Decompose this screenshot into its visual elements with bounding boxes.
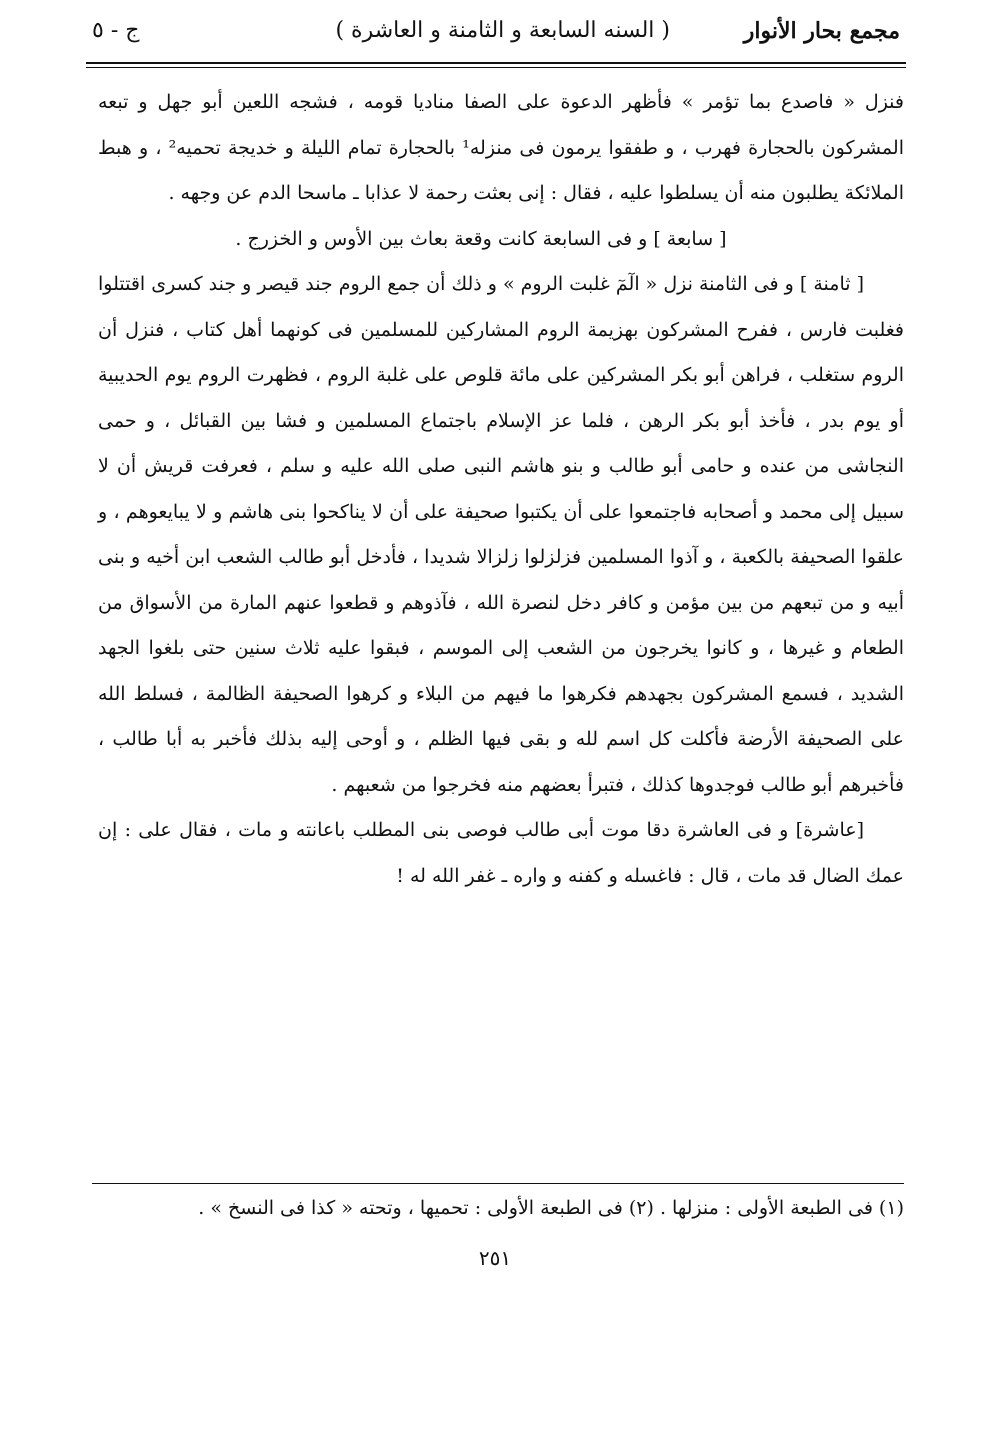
volume-label: ج - ٥ — [92, 18, 140, 43]
paragraph-tenth-year: [عاشرة] و فى العاشرة دقا موت أبى طالب فوصى بنى المطلب باعانته و مات ، فقال على : إن عمك الضال قد مات ، قال : فاغسله و كفنه و واره ـ غفر الله له ! — [98, 819, 904, 887]
footnote: (١) فى الطبعة الأولى : منزلها . (٢) فى الطبعة الأولى : تحميها ، وتحته « كذا فى النسخ » . — [198, 1197, 904, 1219]
header-rule-thin — [86, 67, 906, 68]
footnote-rule — [92, 1183, 904, 1184]
page-number: ٢٥١ — [478, 1246, 512, 1270]
page-header — [92, 14, 900, 54]
paragraph: فنزل « فاصدع بما تؤمر » فأظهر الدعوة على الصفا مناديا قومه ، فشجه اللعين أبو جهل و تبعه المشركون بالحجارة فهرب ، و طفقوا يرمون فى منزله¹ بالحجارة تمام الليلة و خديجة تحميه² ، و هبط الملائكة يطلبون منه أن يسلطوا عليه ، فقال : إنى بعثت رحمة لا عذابا ـ ماسحا الدم عن وجهه . — [98, 91, 904, 204]
running-title: ( السنه السابعة و الثامنة و العاشرة ) — [335, 18, 670, 43]
main-text — [98, 80, 904, 899]
paragraph-eighth-year: [ ثامنة ] و فى الثامنة نزل « الٓمٓ غلبت الروم » و ذلك أن جمع الروم جند قيصر و جند كسرى اقتتلوا فغلبت فارس ، ففرح المشركون بهزيمة الروم المشاركين للمسلمين فى كونهما أهل كتاب ، فنزل أن الروم ستغلب ، فراهن أبو بكر المشركين على مائة قلوص على غلبة الروم ، فظهرت الروم يوم الحديبية أو يوم بدر ، فأخذ أبو بكر الرهن ، فلما عز الإسلام باجتماع المسلمين و فشا بين القبائل ، و حمى النجاشى من عنده و حامى أبو طالب و بنو هاشم النبى صلى الله عليه و سلم ، فعرفت قريش أن لا سبيل إلى محمد و أصحابه فاجتمعوا على أن يكتبوا صحيفة على أن لا يناكحوا بنى هاشم و لا يبايعوهم ، و علقوا الصحيفة بالكعبة ، و آذوا المسلمين فزلزلوا زلزالا شديدا ، فأدخل أبو طالب الشعب ابن أخيه و بنى أبيه و من تبعهم من بين مؤمن و كافر دخل لنصرة الله ، فآذوهم و قطعوا عنهم المارة من الأسواق من الطعام و غيرها ، و كانوا يخرجون من الشعب إلى الموسم ، فبقوا عليه ثلاث سنين حتى بلغوا الجهد الشديد ، فسمع المشركون بجهدهم فكرهوا ما فيهم من البلاء و كرهوا الصحيفة الظالمة ، فسلط الله على الصحيفة الأرضة فأكلت كل اسم لله و بقى فيها الظلم ، و أوحى إليه بذلك فأخبر به أبا طالب ، فأخبرهم أبو طالب فوجدوها كذلك ، فتبرأ بعضهم منه فخرجوا من شعبهم . — [98, 273, 904, 796]
paragraph-seventh-year: [ سابعة ] و فى السابعة كانت وقعة بعاث بين الأوس و الخزرج . — [235, 227, 727, 250]
header-rule — [86, 62, 906, 64]
book-title: مجمع بحار الأنوار — [743, 18, 900, 44]
